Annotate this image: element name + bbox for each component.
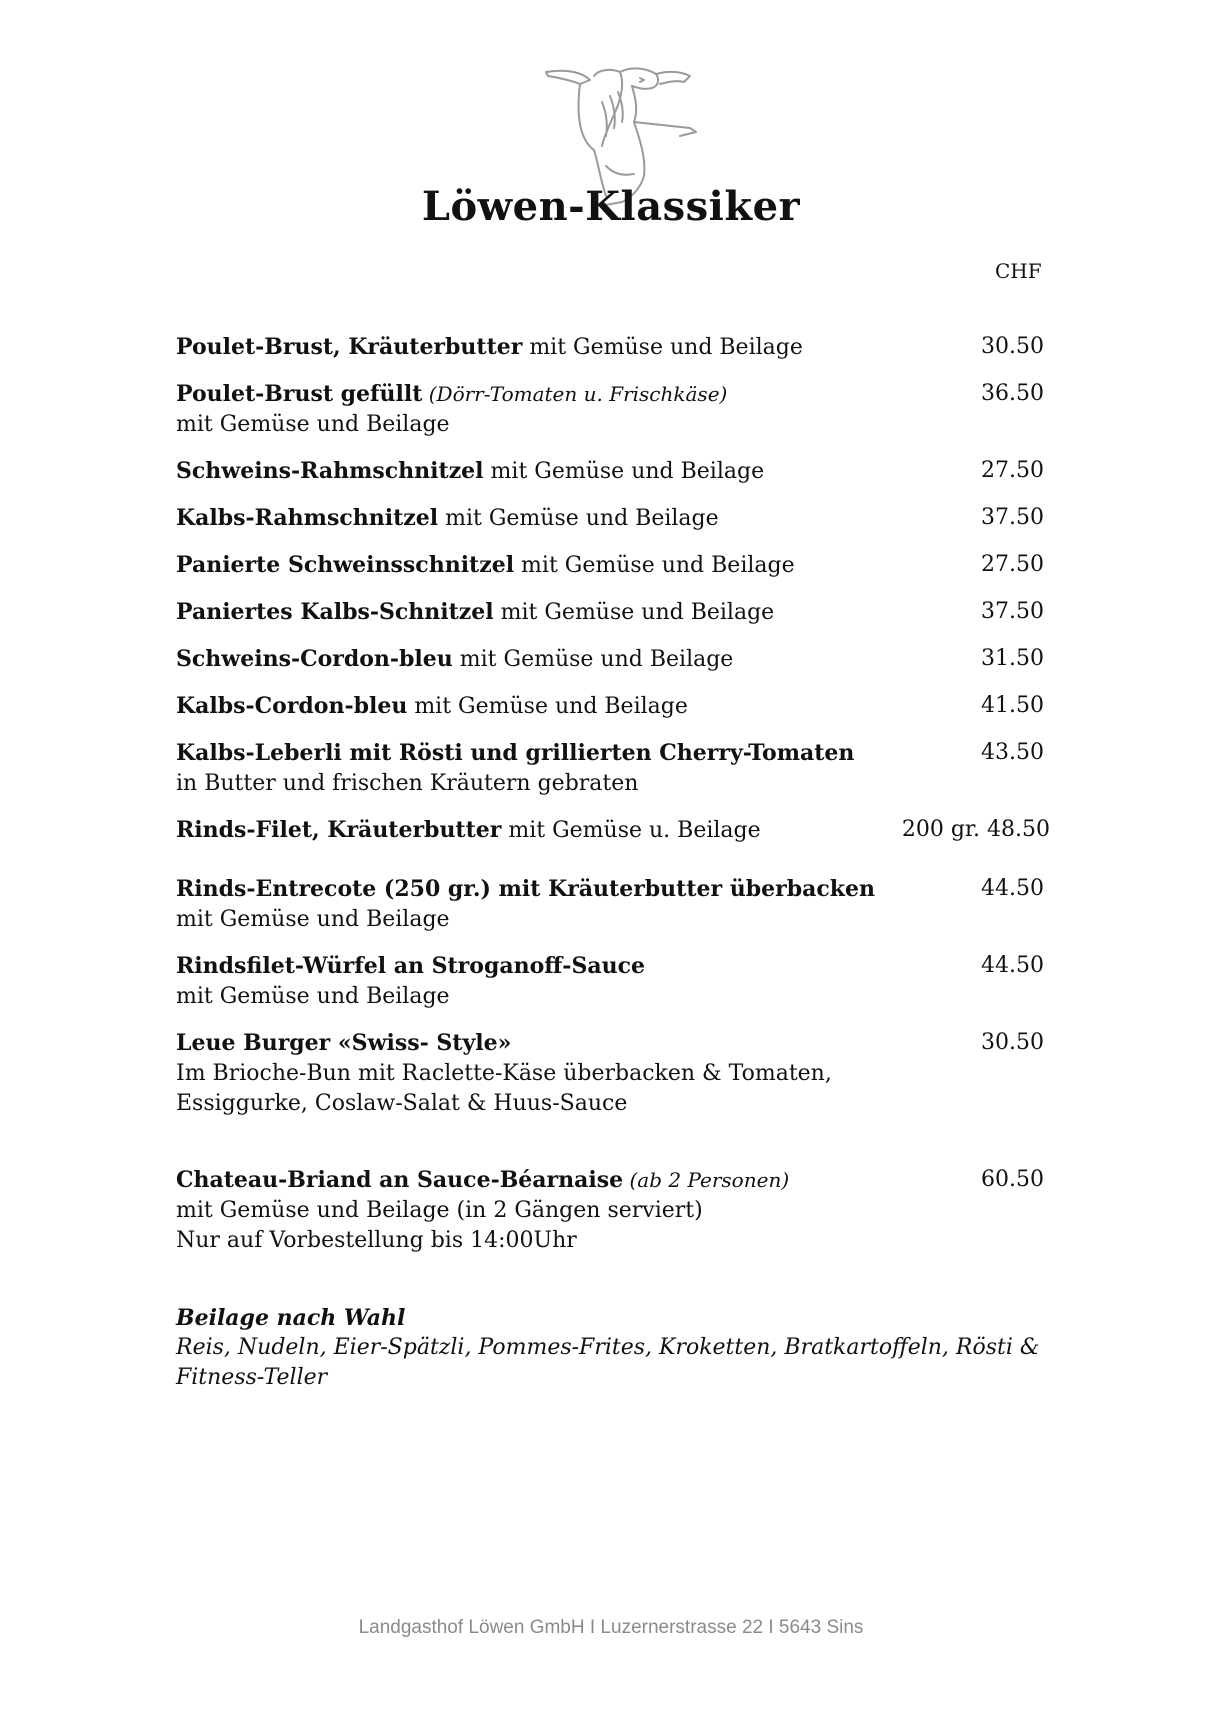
dish-price: 27.50	[981, 552, 1044, 577]
dish-description: mit Gemüse und Beilage	[176, 412, 450, 437]
dish-price: 43.50	[981, 740, 1044, 765]
dish-description: mit Gemüse und Beilage	[407, 694, 688, 719]
menu-item	[176, 1165, 1056, 1256]
dish-description: mit Gemüse und Beilage	[176, 984, 450, 1009]
dish-description: mit Gemüse u. Beilage	[501, 818, 761, 843]
dish-name: Chateau-Briand an Sauce-Béarnaise	[176, 1167, 624, 1193]
dish-name: Panierte Schweinsschnitzel	[176, 552, 515, 578]
menu-item	[176, 691, 1056, 722]
menu-item	[176, 1028, 1056, 1119]
dish-description: Nur auf Vorbestellung bis 14:00Uhr	[176, 1228, 577, 1253]
side-dish-section	[176, 1303, 1076, 1393]
dish-name: Rinds-Filet, Kräuterbutter	[176, 817, 502, 843]
dish-price: 44.50	[981, 876, 1044, 901]
dish-name: Paniertes Kalbs-Schnitzel	[176, 599, 494, 625]
dish-description: mit Gemüse und Beilage (in 2 Gängen serviert)	[176, 1198, 703, 1223]
side-dish-options: Reis, Nudeln, Eier-Spätzli, Pommes-Frites, Kroketten, Bratkartoffeln, Rösti &	[176, 1335, 1040, 1360]
dish-price: 31.50	[981, 646, 1044, 671]
dish-price: 27.50	[981, 458, 1044, 483]
dish-price: 30.50	[981, 1030, 1044, 1055]
dish-price: 36.50	[981, 381, 1044, 406]
page-title: Löwen-Klassiker	[421, 183, 801, 230]
dish-name: Kalbs-Rahmschnitzel	[176, 505, 439, 531]
dish-description: Im Brioche-Bun mit Raclette-Käse überbacken & Tomaten,	[176, 1061, 832, 1086]
dish-description: mit Gemüse und Beilage	[176, 907, 450, 932]
menu-item	[176, 644, 1056, 675]
side-dish-heading: Beilage nach Wahl	[176, 1305, 406, 1331]
menu-item	[176, 815, 1056, 846]
dish-description: Essiggurke, Coslaw-Salat & Huus-Sauce	[176, 1091, 628, 1116]
menu-list	[176, 332, 1056, 1256]
footer-address: Landgasthof Löwen GmbH I Luzernerstrasse 22 I 5643 Sins	[358, 1617, 864, 1638]
dish-name: Rindsfilet-Würfel an Stroganoff-Sauce	[176, 953, 645, 979]
dish-note: (ab 2 Personen)	[623, 1168, 790, 1192]
menu-item	[176, 951, 1056, 1012]
currency-label: CHF	[995, 259, 1042, 283]
dish-description: mit Gemüse und Beilage	[452, 647, 734, 672]
dish-description: in Butter und frischen Kräutern gebraten	[176, 771, 639, 796]
menu-item	[176, 550, 1056, 581]
dish-price: 200 gr. 48.50	[901, 817, 1050, 842]
menu-item	[176, 503, 1056, 534]
dish-name: Rinds-Entrecote (250 gr.) mit Kräuterbutter überbacken	[176, 876, 875, 902]
dish-description: mit Gemüse und Beilage	[483, 459, 765, 484]
menu-item	[176, 874, 1056, 935]
dish-name: Kalbs-Leberli mit Rösti und grillierten Cherry-Tomaten	[176, 740, 855, 766]
dish-price: 37.50	[981, 599, 1044, 624]
dish-price: 44.50	[981, 953, 1044, 978]
side-dish-options: Fitness-Teller	[176, 1365, 328, 1390]
dish-name: Schweins-Cordon-bleu	[176, 646, 453, 672]
dish-description: mit Gemüse und Beilage	[438, 506, 719, 531]
dish-name: Leue Burger «Swiss- Style»	[176, 1030, 512, 1056]
dish-description: mit Gemüse und Beilage	[493, 600, 775, 625]
dish-description: mit Gemüse und Beilage	[522, 335, 803, 360]
menu-item	[176, 597, 1056, 628]
dish-name: Poulet-Brust, Kräuterbutter	[176, 334, 523, 360]
dish-description: mit Gemüse und Beilage	[514, 553, 795, 578]
dish-name: Schweins-Rahmschnitzel	[176, 458, 484, 484]
dish-name: Poulet-Brust gefüllt	[176, 381, 423, 407]
dish-note: (Dörr-Tomaten u. Frischkäse)	[422, 382, 728, 406]
menu-item	[176, 332, 1056, 363]
dish-price: 41.50	[981, 693, 1044, 718]
menu-item	[176, 738, 1056, 799]
dish-price: 60.50	[981, 1167, 1044, 1192]
dish-name: Kalbs-Cordon-bleu	[176, 693, 408, 719]
dish-price: 37.50	[981, 505, 1044, 530]
menu-item	[176, 456, 1056, 487]
dish-price: 30.50	[981, 334, 1044, 359]
menu-item	[176, 379, 1056, 440]
